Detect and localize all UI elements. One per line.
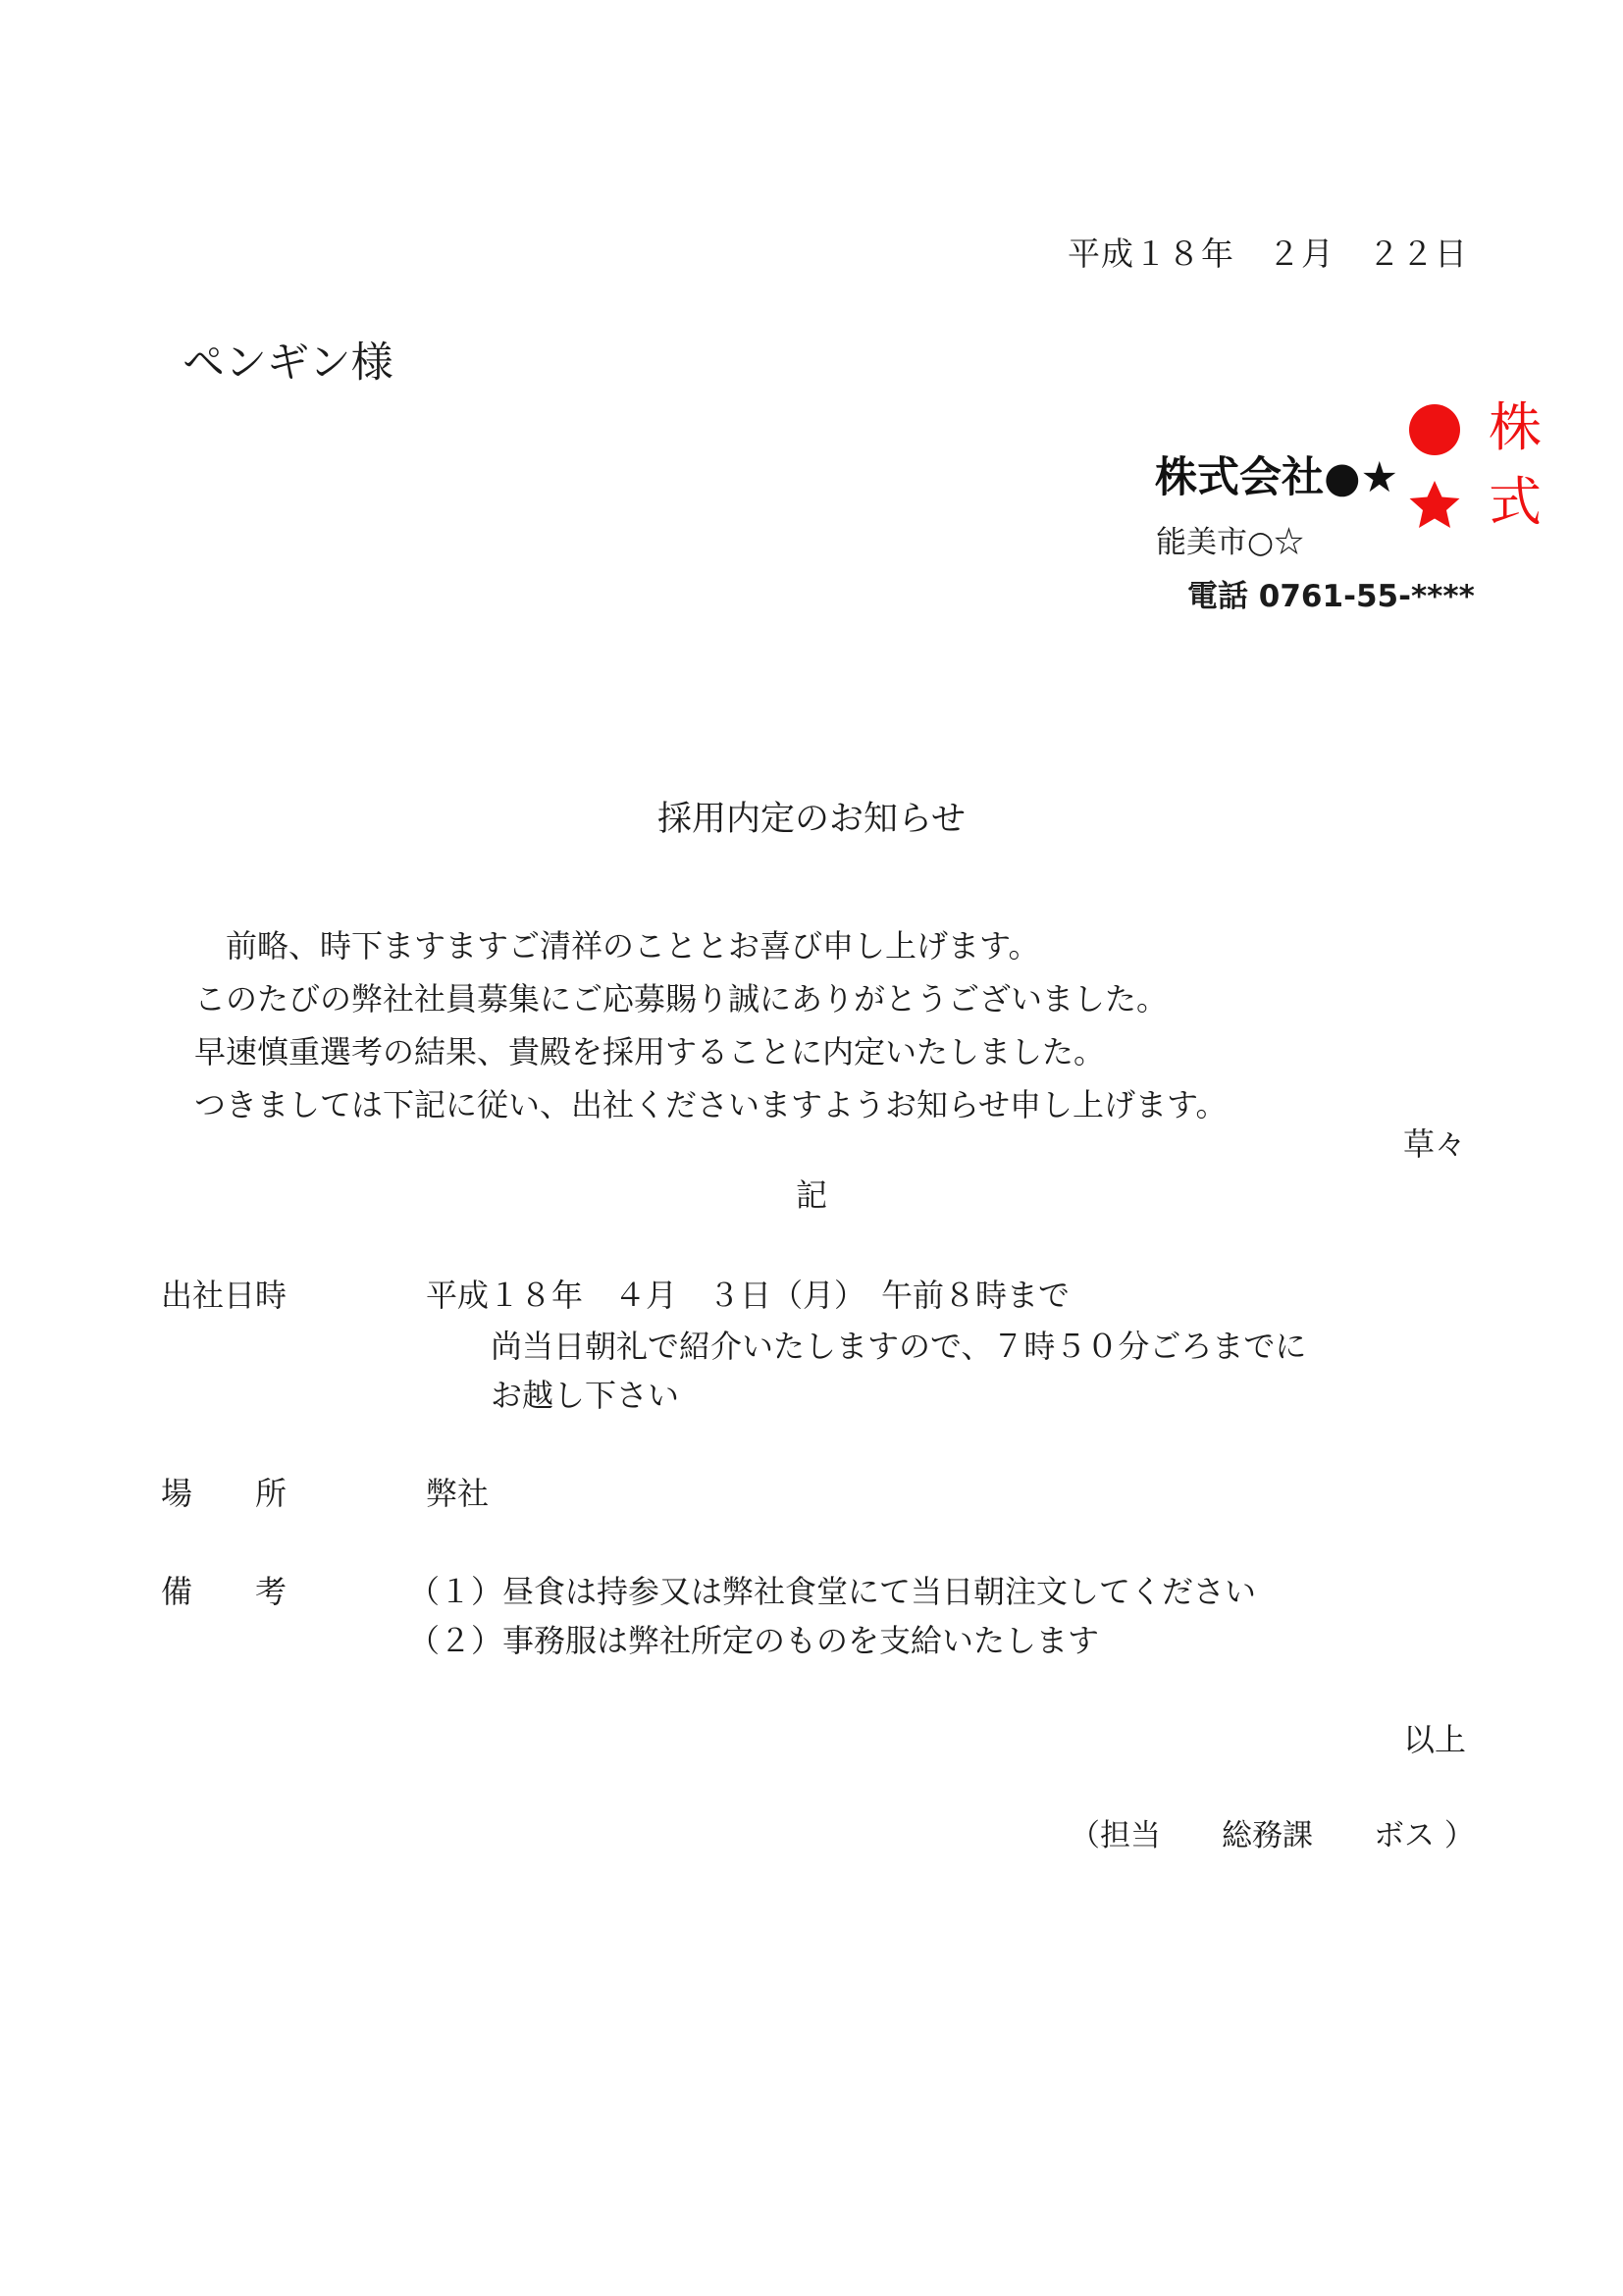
body-line-3: 早速慎重選考の結果、貴殿を採用することに内定いたしました。	[194, 1033, 1106, 1070]
notice-label-remarks: 備 考	[161, 1573, 288, 1610]
notice-label-place: 場 所	[161, 1475, 288, 1512]
notice-datetime-line-2: 尚当日朝礼で紹介いたしますので、７時５０分ごろまでに	[491, 1328, 1307, 1365]
notice-label-datetime: 出社日時	[161, 1277, 288, 1314]
notice-datetime-line-3: お越し下さい	[491, 1377, 680, 1414]
contact-person: （担当 総務課 ボス ）	[1070, 1818, 1475, 1853]
seal-char-kabu: 株	[1489, 400, 1542, 458]
notice-heading: 記	[795, 1176, 827, 1214]
company-phone: 電話 0761-55-****	[1187, 579, 1475, 614]
letter-date: 平成１８年 ２月 ２２日	[1068, 235, 1468, 273]
body-line-4: つきましては下記に従い、出社くださいますようお知らせ申し上げます。	[194, 1086, 1228, 1123]
company-address: 能美市○☆	[1156, 525, 1305, 560]
document-title: 採用内定のお知らせ	[657, 800, 966, 839]
notice-place-value: 弊社	[426, 1475, 490, 1512]
body-line-2: このたびの弊社社員募集にご応募賜り誠にありがとうございました。	[194, 980, 1169, 1018]
ending-word: 以上	[1402, 1721, 1466, 1758]
notice-datetime-line-1: 平成１８年 ４月 ３日（月） 午前８時まで	[426, 1277, 1071, 1314]
notice-remarks-line-1: （１）昼食は持参又は弊社食堂にて当日朝注文してください	[408, 1573, 1257, 1610]
seal-red-dot-icon	[1409, 404, 1460, 455]
closing-word: 草々	[1402, 1125, 1466, 1163]
seal-char-shiki: 式	[1489, 471, 1542, 533]
company-name: 株式会社●★	[1155, 453, 1399, 502]
company-seal-stamp	[1401, 400, 1548, 544]
recipient-name: ペンギン様	[183, 339, 393, 388]
notice-remarks-line-2: （２）事務服は弊社所定のものを支給いたします	[408, 1622, 1100, 1659]
body-line-1: 前略、時下ますますご清祥のこととお喜び申し上げます。	[194, 927, 1040, 965]
seal-red-star-icon	[1410, 481, 1460, 528]
